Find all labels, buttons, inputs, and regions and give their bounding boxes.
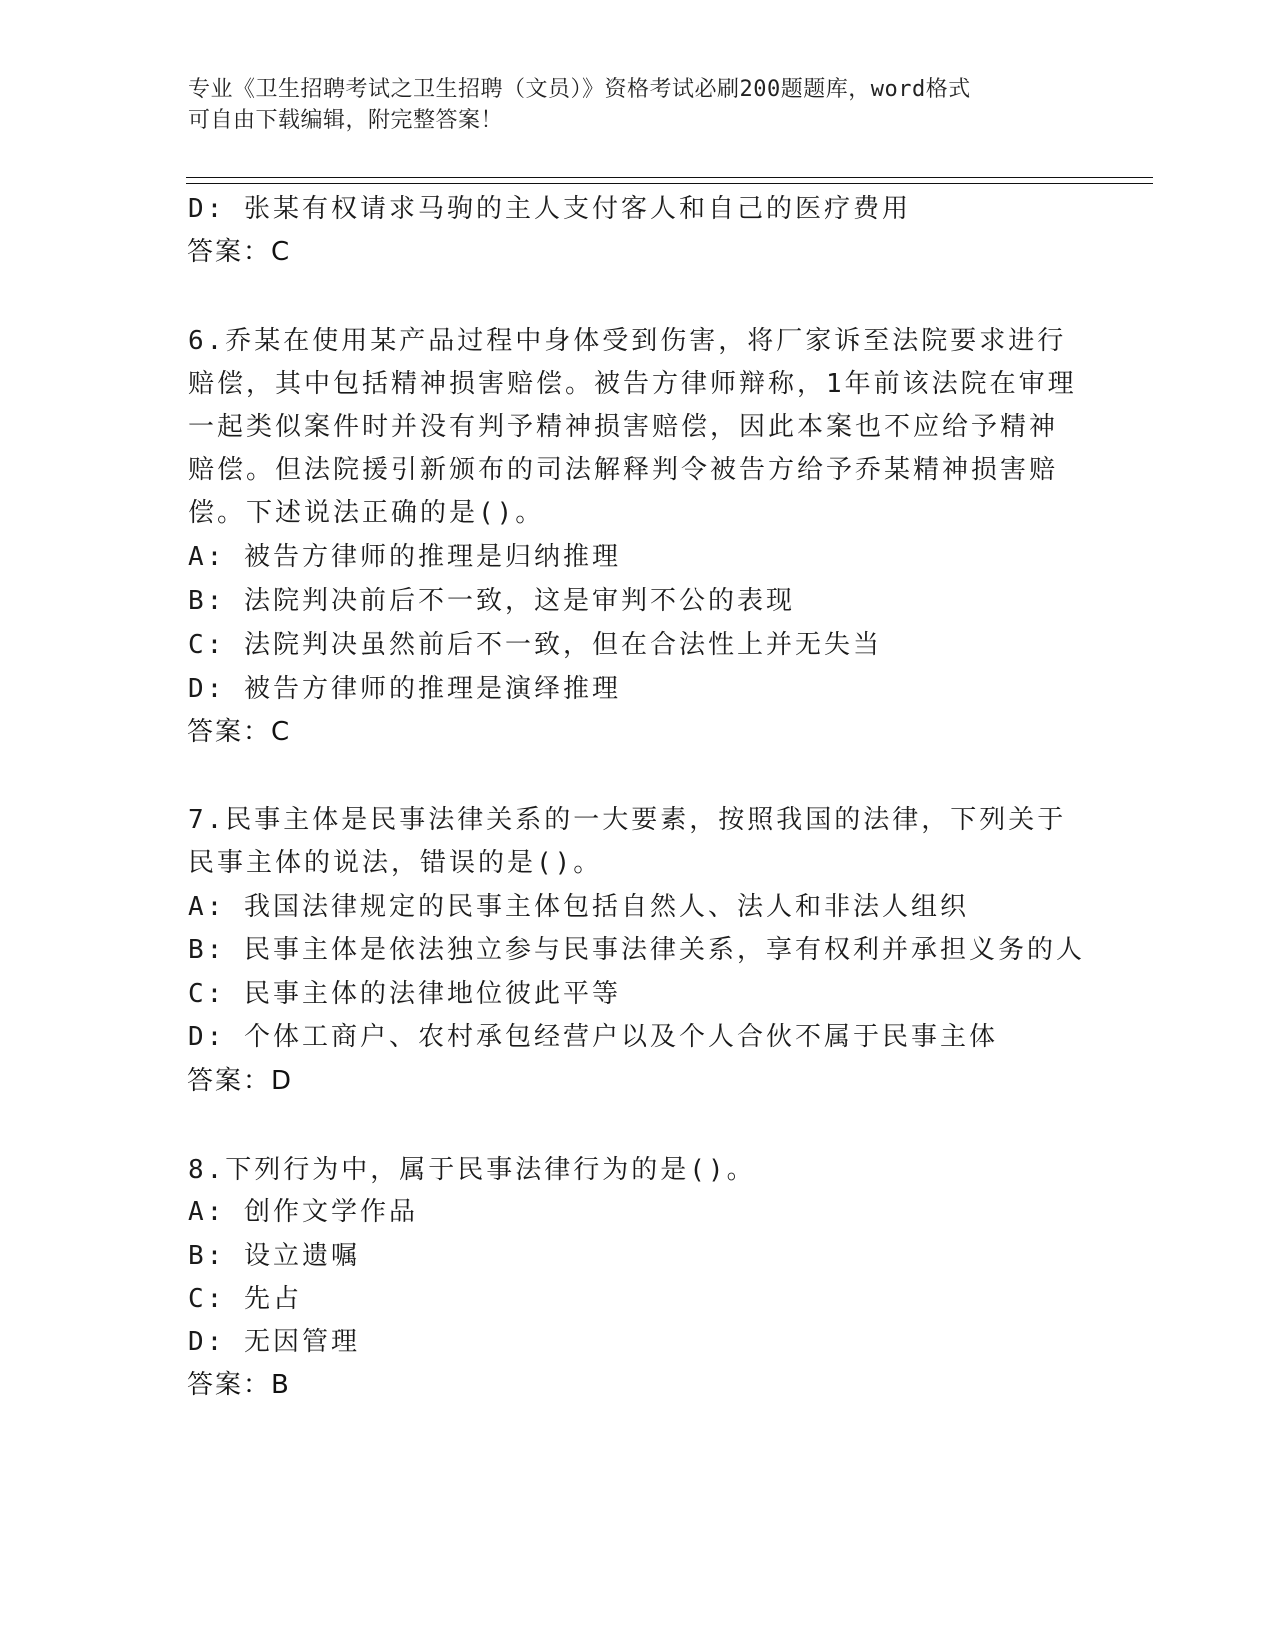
q6-answer: 答案：C [187, 717, 292, 747]
q8-stem-line-1: 8.下列行为中，属于民事法律行为的是()。 [188, 1155, 756, 1185]
q5-option-d: D: 张某有权请求马驹的主人支付客人和自己的医疗费用 [188, 194, 911, 224]
q7-stem-line-1: 7.民事主体是民事法律关系的一大要素，按照我国的法律，下列关于 [188, 805, 1067, 835]
q6-stem-line-1: 6.乔某在使用某产品过程中身体受到伤害，将厂家诉至法院要求进行 [188, 326, 1067, 356]
q7-option-c: C: 民事主体的法律地位彼此平等 [188, 979, 621, 1009]
q6-stem-line-2: 赔偿，其中包括精神损害赔偿。被告方律师辩称，1年前该法院在审理 [188, 369, 1077, 399]
header-rule-bottom [186, 183, 1153, 184]
header-line-1: 专业《卫生招聘考试之卫生招聘（文员）》资格考试必刷200题题库，word格式 [188, 77, 971, 102]
q8-option-d: D: 无因管理 [188, 1327, 360, 1357]
q7-answer: 答案：D [187, 1066, 294, 1096]
q8-option-a: A: 创作文学作品 [188, 1197, 418, 1227]
q6-stem-line-5: 偿。下述说法正确的是()。 [188, 498, 545, 528]
q8-option-c: C: 先占 [188, 1284, 302, 1314]
q6-option-d: D: 被告方律师的推理是演绎推理 [188, 674, 621, 704]
q8-answer: 答案：B [187, 1370, 291, 1400]
header-rule-top [186, 177, 1153, 178]
q7-option-b: B: 民事主体是依法独立参与民事法律关系，享有权利并承担义务的人 [188, 935, 1085, 965]
q6-stem-line-4: 赔偿。但法院援引新颁布的司法解释判令被告方给予乔某精神损害赔 [188, 455, 1059, 485]
q6-stem-line-3: 一起类似案件时并没有判予精神损害赔偿，因此本案也不应给予精神 [188, 412, 1059, 442]
q6-option-b: B: 法院判决前后不一致，这是审判不公的表现 [188, 586, 795, 616]
q6-option-a: A: 被告方律师的推理是归纳推理 [188, 542, 621, 572]
q7-option-a: A: 我国法律规定的民事主体包括自然人、法人和非法人组织 [188, 892, 969, 922]
document-header [188, 74, 1088, 136]
q8-option-b: B: 设立遗嘱 [188, 1241, 360, 1271]
q6-option-c: C: 法院判决虽然前后不一致，但在合法性上并无失当 [188, 630, 882, 660]
q7-stem-line-2: 民事主体的说法，错误的是()。 [188, 848, 603, 878]
q5-answer: 答案：C [187, 237, 292, 267]
q7-option-d: D: 个体工商户、农村承包经营户以及个人合伙不属于民事主体 [188, 1022, 998, 1052]
header-line-2: 可自由下载编辑，附完整答案！ [188, 108, 504, 133]
